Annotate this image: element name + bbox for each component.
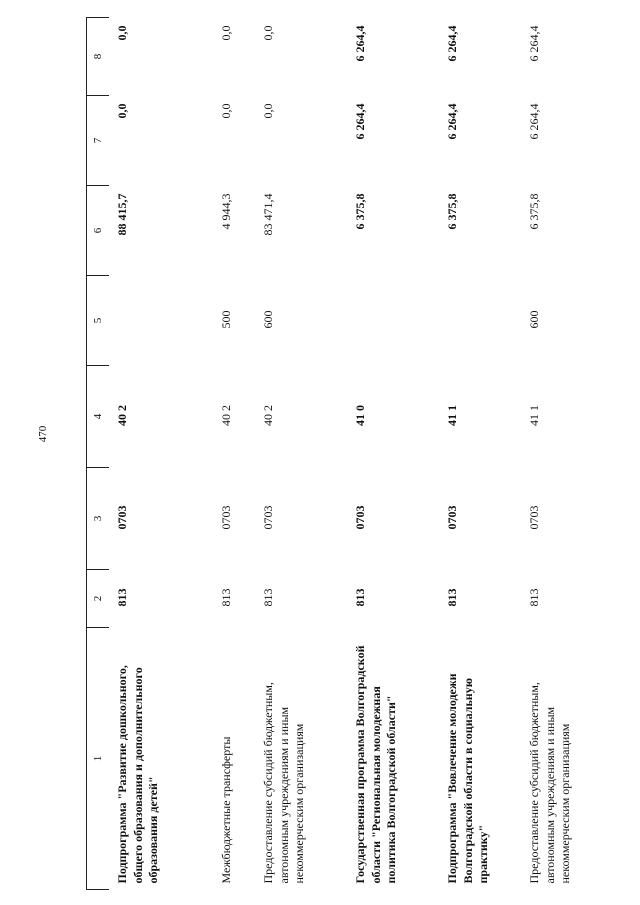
cell-expense-type: 500 [219, 310, 233, 329]
row-name: Межбюджетные трансферты [219, 736, 233, 884]
cell-amount-6: 6 375,8 [445, 193, 459, 230]
cell-amount-6: 4 944,3 [219, 193, 233, 230]
cell-ministry-code: 813 [445, 588, 459, 607]
cell-expense-type [347, 276, 439, 366]
budget-table-container [86, 18, 610, 890]
table-row [521, 18, 610, 890]
cell-target-code: 41 1 [445, 405, 459, 426]
page-number: 470 [37, 425, 49, 443]
row-name: Предоставление субсидий бюджетным, автономным учреждениям и иным некоммерческим организациям [527, 682, 572, 884]
table-row [109, 18, 213, 890]
cell-ministry-code: 813 [261, 588, 275, 607]
cell-amount-8: 0,0 [115, 25, 129, 41]
column-header-5: 5 [87, 276, 110, 366]
column-header-8: 8 [87, 18, 110, 96]
cell-amount-6: 6 375,8 [353, 193, 367, 230]
cell-amount-8: 0,0 [261, 25, 275, 41]
cell-target-code: 41 0 [353, 405, 367, 426]
cell-target-code: 40 2 [115, 405, 129, 426]
cell-expense-type: 600 [261, 310, 275, 329]
cell-section-code: 0703 [261, 505, 275, 530]
row-name: Предоставление субсидий бюджетным, автономным учреждениям и иным некоммерческим организациям [261, 682, 306, 884]
column-header-3: 3 [87, 468, 110, 570]
column-header-4: 4 [87, 366, 110, 468]
column-header-2: 2 [87, 570, 110, 628]
column-header-1: 1 [87, 628, 110, 890]
row-name: Подпрограмма "Развитие дошкольного, общего образования и дополнительного образования детей" [115, 665, 160, 884]
cell-amount-7: 0,0 [261, 103, 275, 119]
cell-section-code: 0703 [445, 505, 459, 530]
cell-expense-type [439, 276, 521, 366]
header-row [87, 18, 110, 890]
cell-expense-type: 600 [527, 310, 541, 329]
cell-expense-type [109, 276, 213, 366]
cell-amount-6: 6 375,8 [527, 193, 541, 230]
cell-target-code: 40 2 [219, 405, 233, 426]
cell-amount-6: 83 471,4 [261, 193, 275, 236]
cell-section-code: 0703 [219, 505, 233, 530]
cell-amount-7: 0,0 [219, 103, 233, 119]
table-row [347, 18, 439, 890]
table-row [255, 18, 347, 890]
cell-amount-8: 6 264,4 [445, 25, 459, 62]
cell-amount-8: 0,0 [219, 25, 233, 41]
cell-ministry-code: 813 [219, 588, 233, 607]
cell-amount-7: 6 264,4 [353, 103, 367, 140]
cell-target-code: 40 2 [261, 405, 275, 426]
cell-amount-7: 0,0 [115, 103, 129, 119]
cell-amount-6: 88 415,7 [115, 193, 129, 236]
budget-table [86, 17, 610, 890]
cell-section-code: 0703 [527, 505, 541, 530]
cell-ministry-code: 813 [115, 588, 129, 607]
table-row [439, 18, 521, 890]
column-header-6: 6 [87, 186, 110, 276]
cell-ministry-code: 813 [353, 588, 367, 607]
cell-section-code: 0703 [115, 505, 129, 530]
row-name: Подпрограмма "Вовлечение молодежи Волгоградской области в социальную практику" [445, 673, 490, 884]
row-name: Государственная программа Волгоградской области "Региональная молодежная политика Волгоградской области" [353, 645, 398, 884]
column-header-7: 7 [87, 96, 110, 186]
cell-amount-8: 6 264,4 [527, 25, 541, 62]
cell-target-code: 41 1 [527, 405, 541, 426]
cell-ministry-code: 813 [527, 588, 541, 607]
cell-amount-8: 6 264,4 [353, 25, 367, 62]
cell-amount-7: 6 264,4 [527, 103, 541, 140]
table-row [213, 18, 255, 890]
cell-amount-7: 6 264,4 [445, 103, 459, 140]
cell-section-code: 0703 [353, 505, 367, 530]
